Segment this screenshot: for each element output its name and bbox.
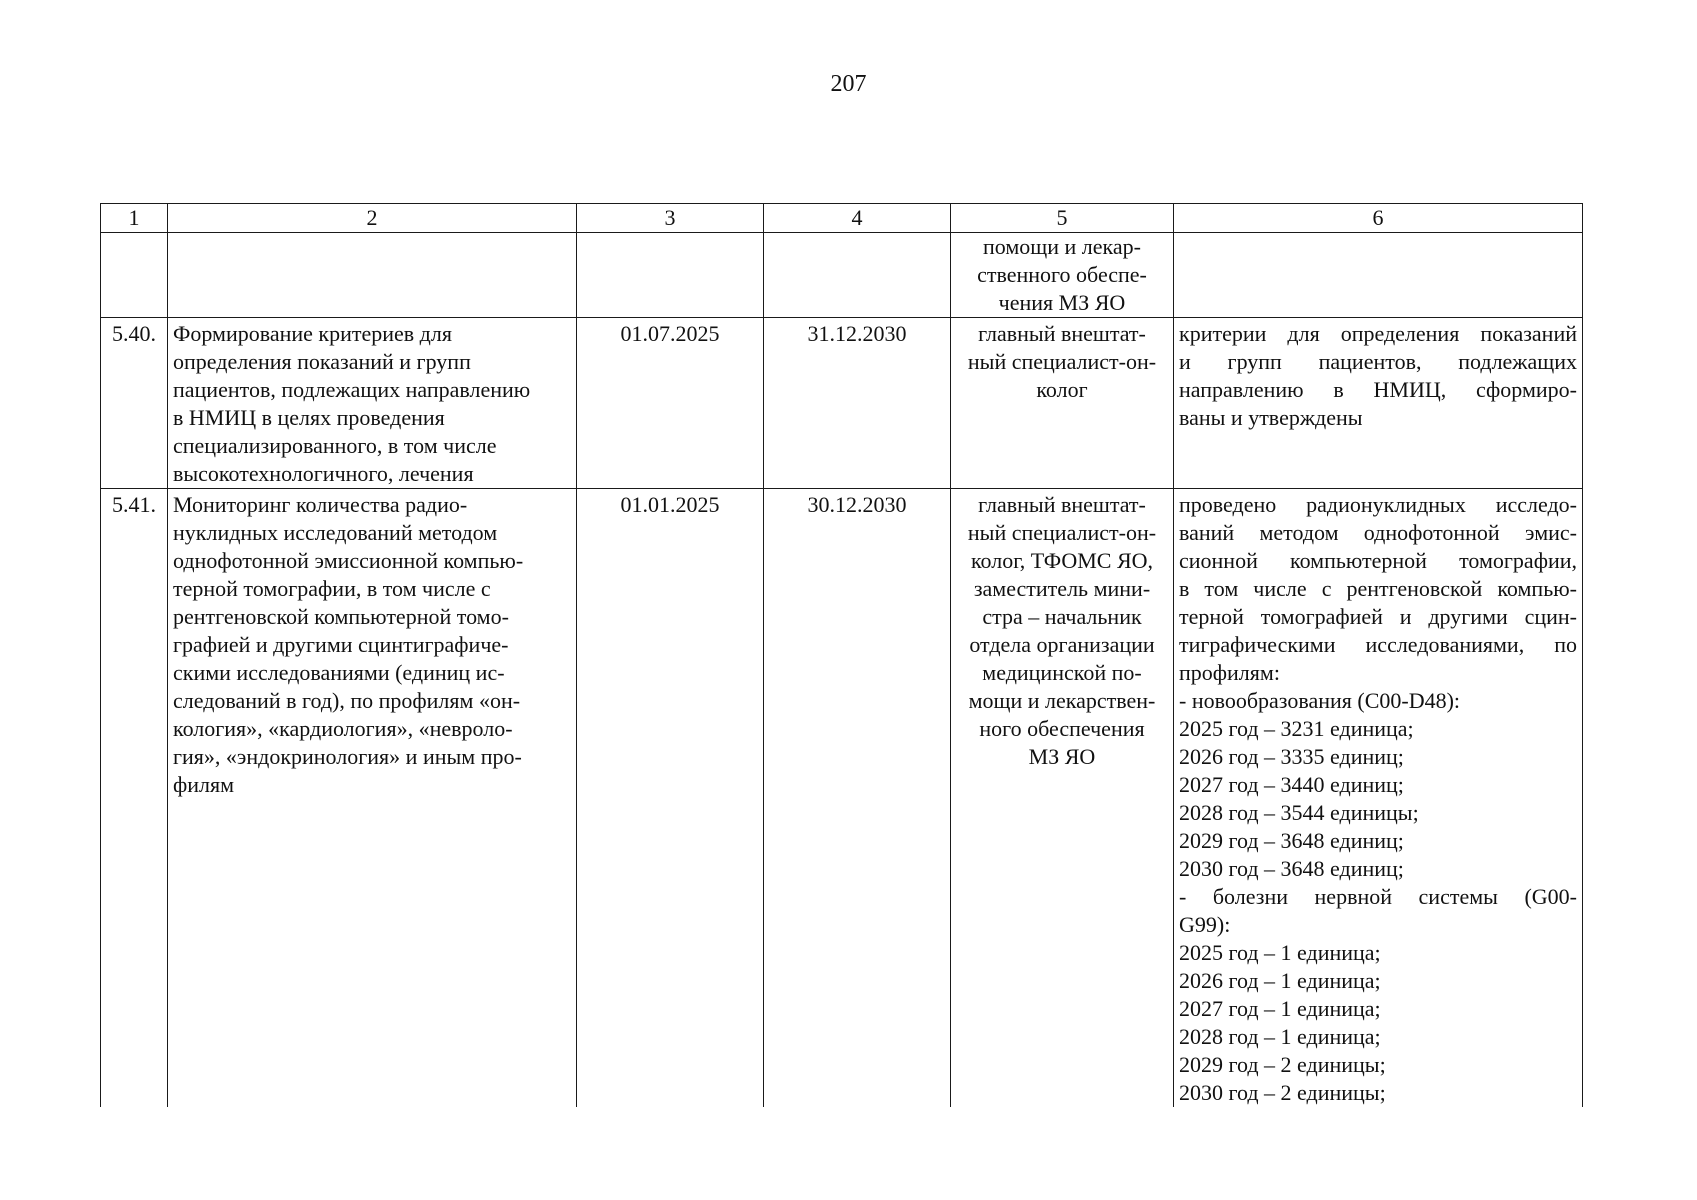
text-line: филям [173, 772, 235, 797]
text-line: МЗ ЯО [1028, 744, 1096, 769]
text-line: помощи и лекар- [983, 234, 1141, 259]
list-item: 2025 год – 1 единица; [1179, 940, 1381, 965]
result-cell [1174, 489, 1583, 1108]
text-line: ного обеспечения [979, 716, 1145, 741]
text-line: критерии для определения показаний [1179, 321, 1577, 346]
list-item: 2027 год – 1 единица; [1179, 996, 1381, 1021]
empty-cell [764, 233, 951, 318]
text-line: колог, ТФОМС ЯО, [970, 548, 1154, 573]
text-line: графией и другими сцинтиграфиче- [173, 632, 509, 657]
text-line: колог [1036, 377, 1088, 402]
text-line: кология», «кардиология», «невроло- [173, 716, 513, 741]
list-item: 2025 год – 3231 единица; [1179, 716, 1414, 741]
list-item: G99): [1179, 912, 1231, 937]
text-line: Мониторинг количества радио- [173, 492, 468, 517]
table-row [101, 489, 1583, 1108]
list-item: 2027 год – 3440 единиц; [1179, 772, 1404, 797]
text-line: нуклидных исследований методом [173, 520, 498, 545]
end-date: 30.12.2030 [764, 489, 951, 1108]
list-item: 2026 год – 1 единица; [1179, 968, 1381, 993]
list-item: 2026 год – 3335 единиц; [1179, 744, 1404, 769]
list-item: 2029 год – 2 единицы; [1179, 1052, 1386, 1077]
empty-cell [1174, 233, 1583, 318]
text-line: главный внештат- [978, 321, 1146, 346]
text-line: гия», «эндокринология» и иным про- [173, 744, 522, 769]
text-line: ваний методом однофотонной эмис- [1179, 520, 1577, 545]
list-item: профилям: [1179, 660, 1280, 685]
responsible-cell [951, 233, 1174, 318]
continuation-row [101, 233, 1583, 318]
list-item: - новообразования (C00-D48): [1179, 688, 1461, 713]
empty-cell [101, 233, 168, 318]
text-line: ный специалист-он- [967, 520, 1157, 545]
list-item: 2029 год – 3648 единиц; [1179, 828, 1404, 853]
list-item: 2028 год – 1 единица; [1179, 1024, 1381, 1049]
text-line: тиграфическими исследованиями, по [1179, 632, 1577, 657]
text-line: определения показаний и групп [173, 349, 471, 374]
text-line: и групп пациентов, подлежащих [1179, 349, 1577, 374]
text-line: в НМИЦ в целях проведения [173, 405, 445, 430]
header-cell-1: 1 [101, 204, 168, 233]
text-line: терной томографией и другими сцин- [1179, 604, 1577, 629]
empty-cell [577, 233, 764, 318]
page-number: 207 [830, 71, 867, 97]
text-line: терной томографии, в том числе с [173, 576, 491, 601]
text-line: скими исследованиями (единиц ис- [173, 660, 505, 685]
end-date: 31.12.2030 [764, 318, 951, 489]
text-line: Формирование критериев для [173, 321, 452, 346]
text-line: заместитель мини- [973, 576, 1151, 601]
activity-cell [168, 489, 577, 1108]
responsible-cell [951, 489, 1174, 1108]
header-cell-5: 5 [951, 204, 1174, 233]
text-line: главный внештат- [978, 492, 1146, 517]
start-date: 01.07.2025 [577, 318, 764, 489]
table-row [101, 318, 1583, 489]
text-line: направлению в НМИЦ, сформиро- [1179, 377, 1577, 402]
plan-table [100, 203, 1583, 1107]
text-line: пациентов, подлежащих направлению [173, 377, 531, 402]
text-line: чения МЗ ЯО [998, 290, 1126, 315]
start-date: 01.01.2025 [577, 489, 764, 1108]
list-item: 2028 год – 3544 единицы; [1179, 800, 1419, 825]
result-cell [1174, 318, 1583, 489]
text-line: следований в год), по профилям «он- [173, 688, 521, 713]
text-line: проведено радионуклидных исследо- [1179, 492, 1577, 517]
header-cell-2: 2 [168, 204, 577, 233]
empty-cell [168, 233, 577, 318]
text-line: медицинской по- [982, 660, 1142, 685]
responsible-cell [951, 318, 1174, 489]
text-line: мощи и лекарствен- [968, 688, 1156, 713]
row-number: 5.41. [101, 489, 168, 1108]
header-cell-6: 6 [1174, 204, 1583, 233]
text-line: высокотехнологичного, лечения [173, 461, 474, 486]
text-line: специализированного, в том числе [173, 433, 497, 458]
header-row [101, 204, 1583, 233]
list-item: 2030 год – 3648 единиц; [1179, 856, 1404, 881]
text-line: отдела организации [969, 632, 1155, 657]
text-line: рентгеновской компьютерной томо- [173, 604, 509, 629]
text-line: стра – начальник [982, 604, 1142, 629]
text-line: ваны и утверждены [1179, 405, 1363, 430]
list-item: - болезни нервной системы (G00- [1179, 884, 1577, 909]
text-line: ственного обеспе- [977, 262, 1147, 287]
text-line: в том числе с рентгеновской компью- [1179, 576, 1577, 601]
text-line: ный специалист-он- [967, 349, 1157, 374]
text-line: сионной компьютерной томографии, [1179, 548, 1577, 573]
list-item: 2030 год – 2 единицы; [1179, 1080, 1386, 1105]
row-number: 5.40. [101, 318, 168, 489]
text-line: однофотонной эмиссионной компью- [173, 548, 524, 573]
header-cell-3: 3 [577, 204, 764, 233]
activity-cell [168, 318, 577, 489]
header-cell-4: 4 [764, 204, 951, 233]
